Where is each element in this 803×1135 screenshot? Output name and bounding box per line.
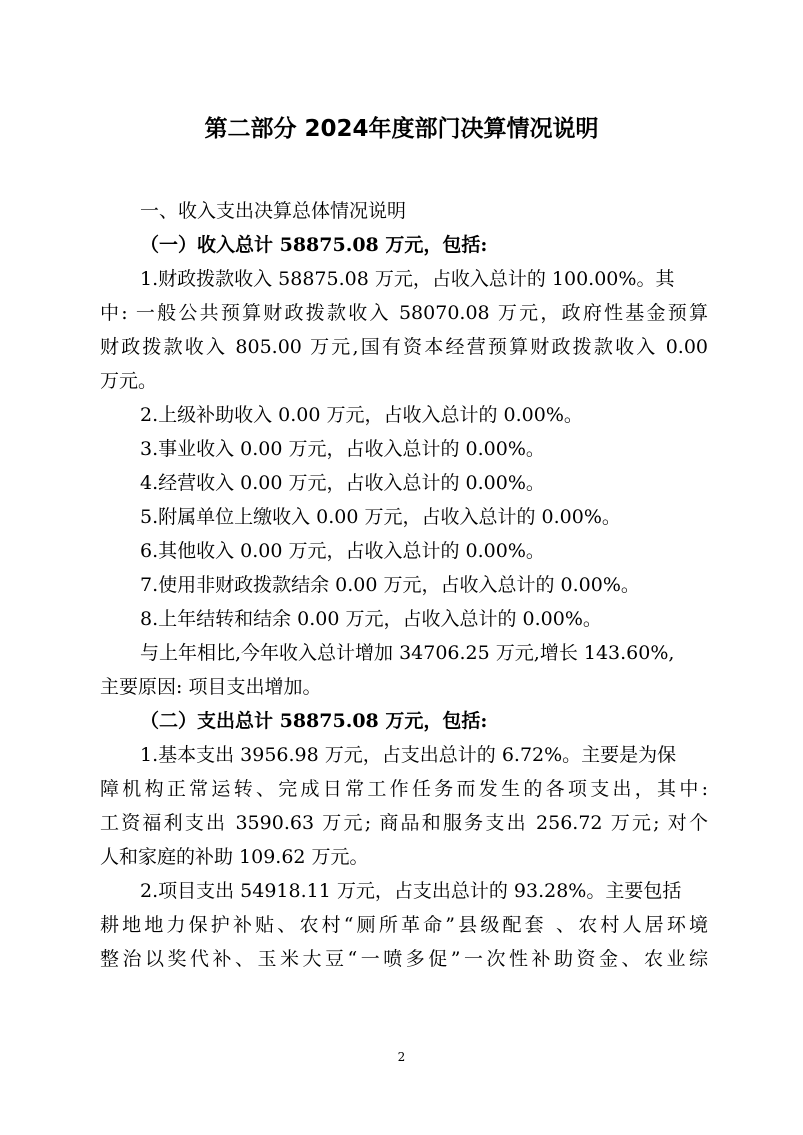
paragraph-line: 1.财政拨款收入 58875.08 万元，占收入总计的 100.00%。其 [140, 268, 675, 290]
subsection-heading-income-total: （一）收入总计 58875.08 万元，包括: [140, 234, 488, 256]
paragraph-line: 2.项目支出 54918.11 万元，占支出总计的 93.28%。主要包括 [140, 880, 682, 902]
paragraph-line: 8.上年结转和结余 0.00 万元，占收入总计的 0.00%。 [140, 608, 602, 630]
paragraph-line: 人和家庭的补助 109.62 万元。 [100, 846, 369, 868]
paragraph-line: 障机构正常运转、完成日常工作任务而发生的各项支出，其中: [100, 778, 708, 800]
paragraph-line: 1.基本支出 3956.98 万元，占支出总计的 6.72%。主要是为保 [140, 744, 677, 766]
paragraph-line: 财政拨款收入 805.00 万元,国有资本经营预算财政拨款收入 0.00 [100, 336, 708, 358]
paragraph-line: 与上年相比,今年收入总计增加 34706.25 万元,增长 143.60%, [140, 642, 675, 664]
paragraph-line: 4.经营收入 0.00 万元，占收入总计的 0.00%。 [140, 472, 545, 494]
paragraph-line: 万元。 [100, 370, 158, 392]
paragraph-line: 5.附属单位上缴收入 0.00 万元，占收入总计的 0.00%。 [140, 506, 621, 528]
page-number: 2 [397, 1050, 406, 1064]
subsection-heading-expenditure-total: （二）支出总计 58875.08 万元，包括: [140, 710, 488, 732]
paragraph-line: 耕地地力保护补贴、农村“厕所革命”县级配套 、农村人居环境 [100, 914, 708, 936]
page-title: 第二部分 2024年度部门决算情况说明 [204, 116, 599, 142]
paragraph-line: 7.使用非财政拨款结余 0.00 万元，占收入总计的 0.00%。 [140, 574, 640, 596]
paragraph-line: 3.事业收入 0.00 万元，占收入总计的 0.00%。 [140, 438, 545, 460]
paragraph-line: 中: 一般公共预算财政拨款收入 58070.08 万元，政府性基金预算 [100, 302, 708, 324]
paragraph-line: 主要原因: 项目支出增加。 [100, 676, 322, 698]
paragraph-line: 2.上级补助收入 0.00 万元，占收入总计的 0.00%。 [140, 404, 583, 426]
section-heading-income-expenditure: 一、收入支出决算总体情况说明 [140, 200, 407, 222]
paragraph-line: 工资福利支出 3590.63 万元; 商品和服务支出 256.72 万元; 对个 [100, 812, 708, 834]
paragraph-line: 整治以奖代补、玉米大豆“一喷多促”一次性补助资金、农业综 [100, 948, 708, 970]
paragraph-line: 6.其他收入 0.00 万元，占收入总计的 0.00%。 [140, 540, 545, 562]
document-body [100, 194, 708, 976]
